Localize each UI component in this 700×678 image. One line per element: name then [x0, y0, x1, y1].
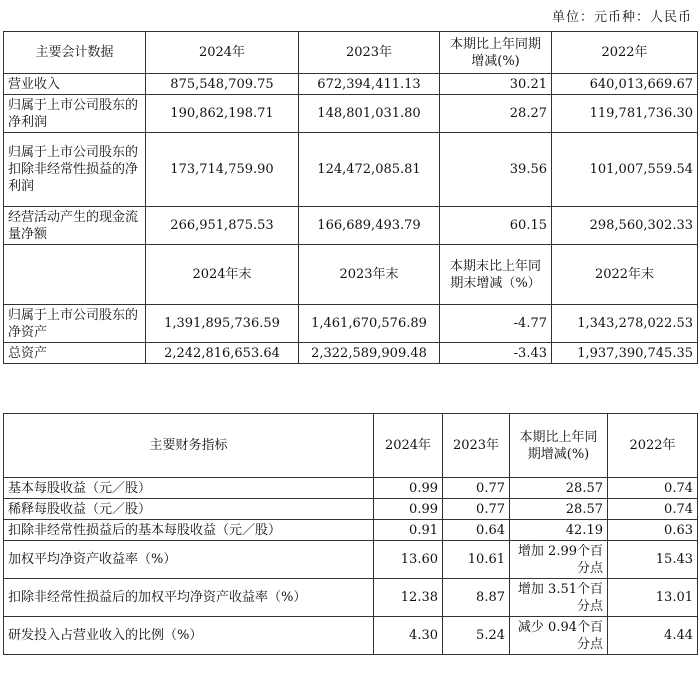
table-subheader-row-cell: 2023年末: [299, 245, 440, 305]
table-row-cell: 60.15: [440, 207, 552, 245]
table-row-cell: 归属于上市公司股东的净利润: [4, 95, 146, 133]
table-row-cell: 875,548,709.75: [146, 74, 299, 95]
table-row-cell: 4.44: [608, 617, 698, 655]
table-header-row: [4, 414, 698, 478]
table-row-cell: 28.27: [440, 95, 552, 133]
table-header-row-cell: 主要会计数据: [4, 32, 146, 74]
table-row-cell: 190,862,198.71: [146, 95, 299, 133]
table-row-cell: 42.19: [510, 520, 608, 541]
table-row-cell: -3.43: [440, 343, 552, 364]
table-row-cell: 0.99: [374, 499, 443, 520]
table-row-cell: 119,781,736.30: [552, 95, 698, 133]
table-row-cell: 研发投入占营业收入的比例（%）: [4, 617, 374, 655]
table-row-cell: 2,242,816,653.64: [146, 343, 299, 364]
table-row-cell: 0.63: [608, 520, 698, 541]
table-row-cell: 28.57: [510, 478, 608, 499]
table-row-cell: 0.77: [443, 499, 510, 520]
table-header-row-cell: 2022年: [608, 414, 698, 478]
table-row-cell: 经营活动产生的现金流量净额: [4, 207, 146, 245]
table-row: [4, 95, 698, 133]
table-row: [4, 74, 698, 95]
table-row-cell: 归属于上市公司股东的扣除非经常性损益的净利润: [4, 133, 146, 207]
table-subheader-row-cell: 2022年末: [552, 245, 698, 305]
unit-note: 单位：元币种：人民币: [551, 10, 692, 25]
table-row-cell: 总资产: [4, 343, 146, 364]
table-header-row-cell: 本期比上年同期增减(%): [440, 32, 552, 74]
table-row-cell: 5.24: [443, 617, 510, 655]
table-row-cell: 0.99: [374, 478, 443, 499]
table-row-cell: 298,560,302.33: [552, 207, 698, 245]
table-row-cell: 扣除非经常性损益后的基本每股收益（元／股）: [4, 520, 374, 541]
table-row-cell: 稀释每股收益（元／股）: [4, 499, 374, 520]
table-row-cell: 1,343,278,022.53: [552, 305, 698, 343]
table-row-cell: 39.56: [440, 133, 552, 207]
table-row-cell: 10.61: [443, 541, 510, 579]
table-header-row-cell: 2024年: [374, 414, 443, 478]
table-row: [4, 133, 698, 207]
table-row-cell: 173,714,759.90: [146, 133, 299, 207]
table-row-cell: 266,951,875.53: [146, 207, 299, 245]
table-row-cell: 124,472,085.81: [299, 133, 440, 207]
table-row: [4, 207, 698, 245]
table-row: [4, 343, 698, 364]
table-row-cell: 0.64: [443, 520, 510, 541]
table-row-cell: 30.21: [440, 74, 552, 95]
table-header-row: [4, 32, 698, 74]
table-row-cell: 4.30: [374, 617, 443, 655]
table-row-cell: 1,461,670,576.89: [299, 305, 440, 343]
table-row-cell: 1,937,390,745.35: [552, 343, 698, 364]
table-row-cell: 2,322,589,909.48: [299, 343, 440, 364]
table-subheader-row: [4, 245, 698, 305]
table-row-cell: 15.43: [608, 541, 698, 579]
table-row-cell: 减少 0.94个百分点: [510, 617, 608, 655]
table-row-cell: 1,391,895,736.59: [146, 305, 299, 343]
financial-indicators-table: [3, 413, 698, 655]
table-row-cell: 13.60: [374, 541, 443, 579]
table-row-cell: 营业收入: [4, 74, 146, 95]
table-header-row-cell: 2023年: [443, 414, 510, 478]
table-row: [4, 541, 698, 579]
table-row-cell: 增加 3.51个百分点: [510, 579, 608, 617]
table-row-cell: 148,801,031.80: [299, 95, 440, 133]
table-row-cell: 0.77: [443, 478, 510, 499]
table-row-cell: 640,013,669.67: [552, 74, 698, 95]
table-row-cell: 28.57: [510, 499, 608, 520]
table-row: [4, 499, 698, 520]
accounting-data-table: [3, 31, 698, 364]
table-row-cell: 101,007,559.54: [552, 133, 698, 207]
table-header-row-cell: 本期比上年同期增减(%): [510, 414, 608, 478]
table-row-cell: 0.74: [608, 499, 698, 520]
table-header-row-cell: 2023年: [299, 32, 440, 74]
table-subheader-row-cell: [4, 245, 146, 305]
table-row: [4, 579, 698, 617]
table-row-cell: 672,394,411.13: [299, 74, 440, 95]
table-row-cell: 166,689,493.79: [299, 207, 440, 245]
table-row-cell: 加权平均净资产收益率（%）: [4, 541, 374, 579]
table-row-cell: 0.74: [608, 478, 698, 499]
table-row-cell: -4.77: [440, 305, 552, 343]
table-row-cell: 13.01: [608, 579, 698, 617]
table-row-cell: 0.91: [374, 520, 443, 541]
table-row-cell: 扣除非经常性损益后的加权平均净资产收益率（%）: [4, 579, 374, 617]
table-row: [4, 617, 698, 655]
table-subheader-row-cell: 2024年末: [146, 245, 299, 305]
table-row-cell: 增加 2.99个百分点: [510, 541, 608, 579]
table-header-row-cell: 主要财务指标: [4, 414, 374, 478]
table-row: [4, 305, 698, 343]
table-row: [4, 520, 698, 541]
table-header-row-cell: 2024年: [146, 32, 299, 74]
table-row-cell: 12.38: [374, 579, 443, 617]
table-row-cell: 基本每股收益（元／股）: [4, 478, 374, 499]
table-header-row-cell: 2022年: [552, 32, 698, 74]
table-row: [4, 478, 698, 499]
table-row-cell: 归属于上市公司股东的净资产: [4, 305, 146, 343]
table-row-cell: 8.87: [443, 579, 510, 617]
table-subheader-row-cell: 本期末比上年同期末增减（%）: [440, 245, 552, 305]
